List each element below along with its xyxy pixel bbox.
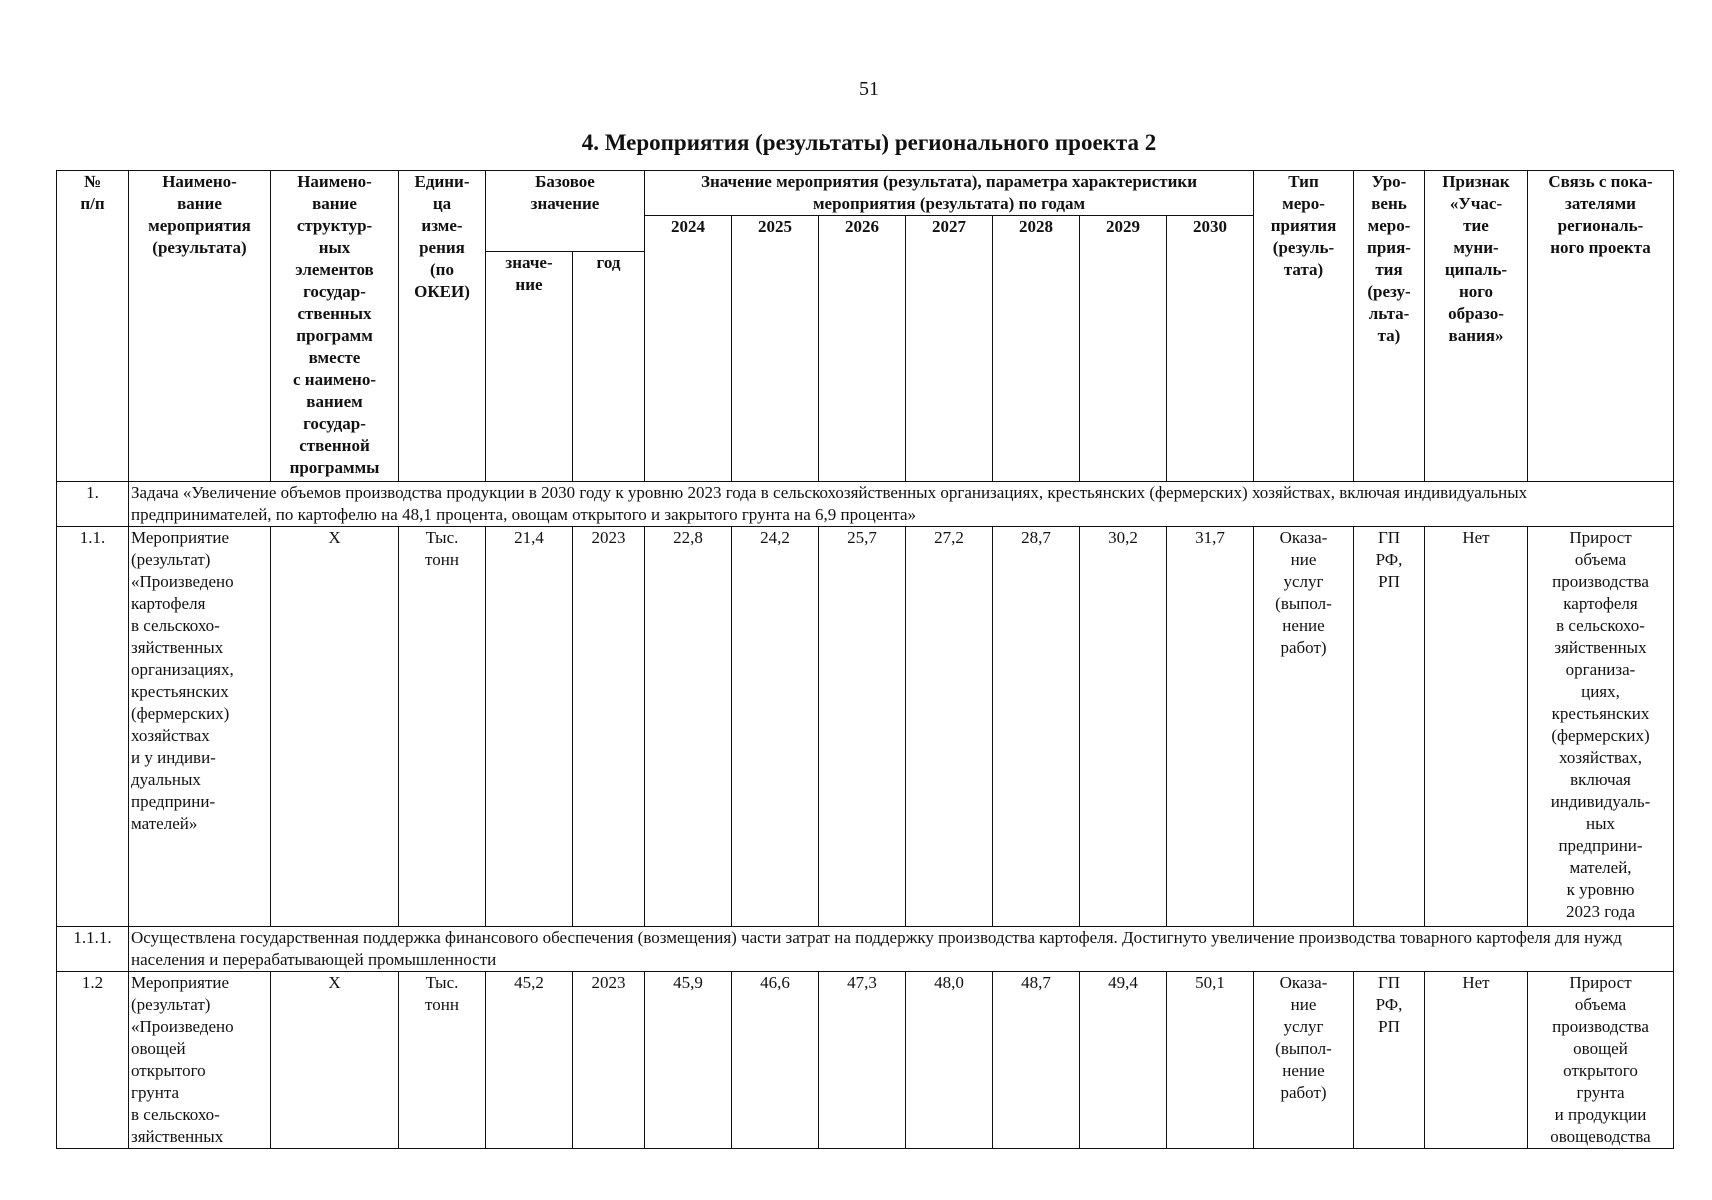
header-num: № п/п bbox=[57, 171, 129, 482]
header-year-2028: 2028 bbox=[993, 216, 1080, 482]
value-2030: 31,7 bbox=[1167, 527, 1254, 927]
row-num: 1.1.1. bbox=[57, 927, 129, 972]
value-2024: 22,8 bbox=[645, 527, 732, 927]
page-number: 51 bbox=[859, 78, 879, 100]
row-num: 1.2 bbox=[57, 972, 129, 1149]
indicator-link: Прирост объема производства картофеля в сельскохо- зяйственных организа- циях, крестьянских (фермерских) хозяйствах, включая индивидуаль- ных предприни- мателей, к уровню 2023 года bbox=[1528, 527, 1674, 927]
municipal-flag: Нет bbox=[1425, 527, 1528, 927]
header-unit: Едини- ца изме- рения (по ОКЕИ) bbox=[399, 171, 486, 482]
value-2024: 45,9 bbox=[645, 972, 732, 1149]
row-num: 1. bbox=[57, 482, 129, 527]
value-2027: 27,2 bbox=[906, 527, 993, 927]
value-2028: 48,7 bbox=[993, 972, 1080, 1149]
value-2029: 49,4 bbox=[1080, 972, 1167, 1149]
header-level: Уро- вень меро- прия- тия (резу- льта- та) bbox=[1354, 171, 1425, 482]
base-year: 2023 bbox=[573, 527, 645, 927]
value-2026: 25,7 bbox=[819, 527, 906, 927]
header-year-2025: 2025 bbox=[732, 216, 819, 482]
base-value: 45,2 bbox=[486, 972, 573, 1149]
header-values-by-year: Значение мероприятия (результата), параметра характеристики мероприятия (результата) по годам bbox=[645, 171, 1254, 216]
structural-element: Х bbox=[271, 527, 399, 927]
header-name: Наимено- вание мероприятия (результата) bbox=[129, 171, 271, 482]
header-year-2026: 2026 bbox=[819, 216, 906, 482]
municipal-flag: Нет bbox=[1425, 972, 1528, 1149]
header-municipal: Признак «Учас- тие муни- ципаль- ного образо- вания» bbox=[1425, 171, 1528, 482]
header-type: Тип меро- приятия (резуль- тата) bbox=[1254, 171, 1354, 482]
base-year: 2023 bbox=[573, 972, 645, 1149]
value-2025: 24,2 bbox=[732, 527, 819, 927]
row-num: 1.1. bbox=[57, 527, 129, 927]
event-type: Оказа- ние услуг (выпол- нение работ) bbox=[1254, 972, 1354, 1149]
header-year-2029: 2029 bbox=[1080, 216, 1167, 482]
structural-element: Х bbox=[271, 972, 399, 1149]
table-row bbox=[57, 972, 1674, 1149]
table-row bbox=[57, 927, 1674, 972]
value-2029: 30,2 bbox=[1080, 527, 1167, 927]
page-title: 4. Мероприятия (результаты) регионального проекта 2 bbox=[581, 130, 1157, 155]
event-name: Мероприятие (результат) «Произведено картофеля в сельскохо- зяйственных организациях, крестьянских (фермерских) хозяйствах и у индиви- дуальных предприни- мателей» bbox=[129, 527, 271, 927]
event-level: ГП РФ, РП bbox=[1354, 972, 1425, 1149]
header-year-2027: 2027 bbox=[906, 216, 993, 482]
event-name: Мероприятие (результат) «Произведено овощей открытого грунта в сельскохо- зяйственных bbox=[129, 972, 271, 1149]
value-2028: 28,7 bbox=[993, 527, 1080, 927]
event-type: Оказа- ние услуг (выпол- нение работ) bbox=[1254, 527, 1354, 927]
header-year-2024: 2024 bbox=[645, 216, 732, 482]
task-text: Задача «Увеличение объемов производства продукции в 2030 году к уровню 2023 года в сельскохозяйственных организациях, крестьянских (фермерских) хозяйствах, включая индивидуальных предпринимателей, по картофелю на 48,1 процента, овощам открытого и закрытого грунта на 6,9 процента» bbox=[129, 482, 1674, 527]
header-structural: Наимено- вание структур- ных элементов государ- ственных программ вместе с наимено- ванием государ- ственной программы bbox=[271, 171, 399, 482]
unit: Тыс. тонн bbox=[399, 972, 486, 1149]
value-2026: 47,3 bbox=[819, 972, 906, 1149]
indicator-link: Прирост объема производства овощей открытого грунта и продукции овощеводства bbox=[1528, 972, 1674, 1149]
event-level: ГП РФ, РП bbox=[1354, 527, 1425, 927]
value-2027: 48,0 bbox=[906, 972, 993, 1149]
header-year-2030: 2030 bbox=[1167, 216, 1254, 482]
value-2025: 46,6 bbox=[732, 972, 819, 1149]
header-base: Базовое значение bbox=[486, 171, 645, 252]
base-value: 21,4 bbox=[486, 527, 573, 927]
value-2030: 50,1 bbox=[1167, 972, 1254, 1149]
header-link: Связь с пока- зателями региональ- ного проекта bbox=[1528, 171, 1674, 482]
task-text: Осуществлена государственная поддержка финансового обеспечения (возмещения) части затрат на поддержку производства картофеля. Достигнуто увеличение производства товарного картофеля для нужд населения и перерабатывающей промышленности bbox=[129, 927, 1674, 972]
unit: Тыс. тонн bbox=[399, 527, 486, 927]
table-row bbox=[57, 482, 1674, 527]
events-table bbox=[56, 170, 1674, 1149]
header-base-value: значе- ние bbox=[486, 252, 573, 482]
table-row bbox=[57, 527, 1674, 927]
header-base-year: год bbox=[573, 252, 645, 482]
